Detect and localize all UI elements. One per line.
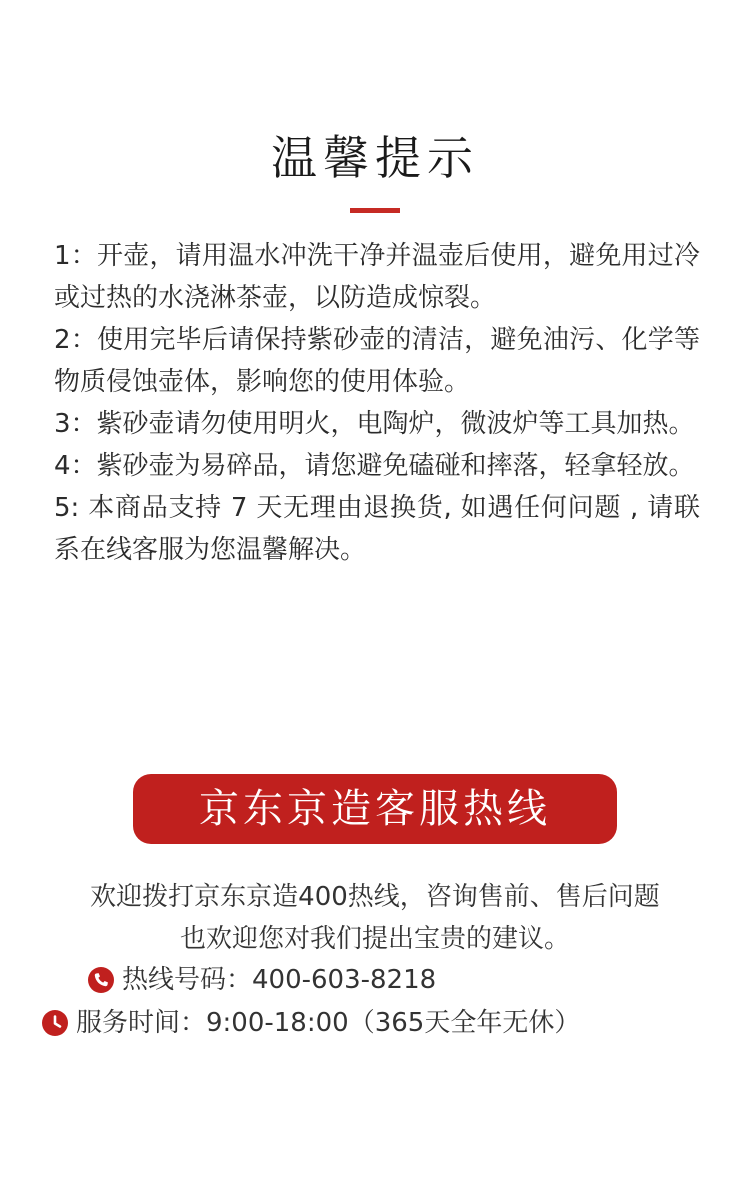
clock-icon <box>42 1010 68 1036</box>
tip-item-2: 2：使用完毕后请保持紫砂壶的清洁，避免油污、化学等物质侵蚀壶体，影响您的使用体验。 <box>54 325 700 397</box>
tip-item-1: 1：开壶，请用温水冲洗干净并温壶后使用，避免用过冷或过热的水浇淋茶壶，以防造成惊裂。 <box>54 241 700 313</box>
title-divider <box>350 208 400 213</box>
hotline-banner: 京东京造客服热线 <box>133 774 617 844</box>
service-hours: 服务时间：9:00-18:00（365天全年无休） <box>76 1008 581 1038</box>
tips-list <box>54 235 700 571</box>
hours-row <box>42 1003 580 1043</box>
phone-icon <box>88 967 114 993</box>
tip-item-3: 3：紫砂壶请勿使用明火，电陶炉，微波炉等工具加热。 <box>54 409 695 439</box>
hotline-welcome <box>30 876 720 960</box>
page-title: 温馨提示 <box>271 131 479 185</box>
welcome-line-1: 欢迎拨打京东京造400热线，咨询售前、售后问题 <box>90 882 660 912</box>
phone-row <box>88 960 436 1000</box>
welcome-line-2: 也欢迎您对我们提出宝贵的建议。 <box>179 924 570 954</box>
tip-item-5: 5: 本商品支持 7 天无理由退换货, 如遇任何问题 , 请联系在线客服为您温馨解决。 <box>54 493 700 565</box>
phone-number: 热线号码：400-603-8218 <box>122 965 437 995</box>
tip-item-4: 4：紫砂壶为易碎品，请您避免磕碰和摔落，轻拿轻放。 <box>54 451 695 481</box>
